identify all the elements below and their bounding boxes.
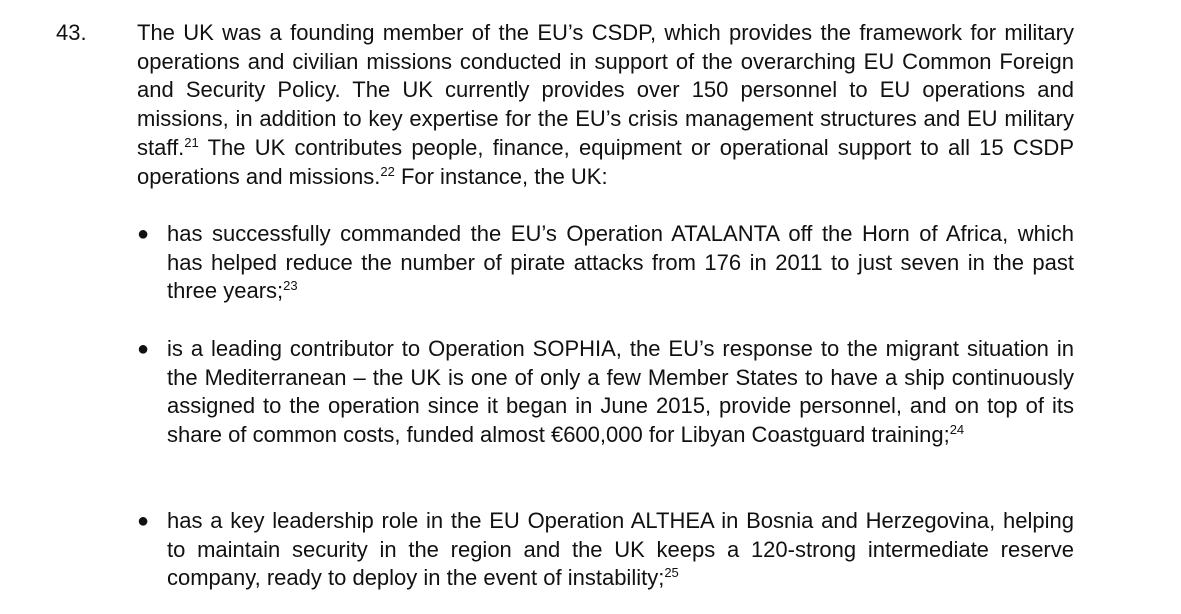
bullet-item-sophia (167, 335, 1074, 450)
bullet-text: is a leading contributor to Operation SOPHIA, the EU’s response to the migrant situation in the Mediterranean – the UK is one of only a few Member States to have a ship continuously assigned to the operation since it began in June 2015, provide personnel, and on top of its share of common costs, funded almost €600,000 for Libyan Coastguard training; (167, 336, 1074, 448)
paragraph-text-part-1: The UK was a founding member of the EU’s CSDP, which provides the framework for military operations and civilian missions conducted in support of the overarching EU Common Foreign and Security Policy. The UK currently provides over 150 personnel to EU operations and missions, in addition to key expertise for the EU’s crisis management structures and EU military staff. (137, 20, 1074, 160)
bullet-item-althea (167, 507, 1074, 593)
paragraph-number: 43. (56, 20, 87, 45)
bullet-marker: ● (137, 223, 150, 245)
footnote-ref-21[interactable]: 21 (184, 134, 199, 150)
footnote-ref-25[interactable]: 25 (664, 565, 679, 581)
bullet-marker: ● (137, 338, 150, 360)
footnote-ref-24[interactable]: 24 (949, 422, 965, 438)
paragraph-body (137, 19, 1074, 191)
bullet-text: has successfully commanded the EU’s Operation ATALANTA off the Horn of Africa, which has helped reduce the number of pirate attacks from 176 in 2011 to just seven in the past three years; (167, 221, 1074, 304)
bullet-item-atalanta (167, 220, 1074, 306)
paragraph-text-part-3: For instance, the UK: (394, 163, 608, 189)
footnote-ref-23[interactable]: 23 (283, 278, 298, 294)
paragraph-text-part-2: The UK contributes people, finance, equipment or operational support to all 15 CSDP operations and missions. (137, 134, 1074, 189)
bullet-marker: ● (137, 510, 150, 532)
footnote-ref-22[interactable]: 22 (380, 163, 395, 179)
bullet-text: has a key leadership role in the EU Operation ALTHEA in Bosnia and Herzegovina, helping to maintain security in the region and the UK keeps a 120-strong intermediate reserve company, ready to deploy in the event of instability; (167, 508, 1074, 591)
